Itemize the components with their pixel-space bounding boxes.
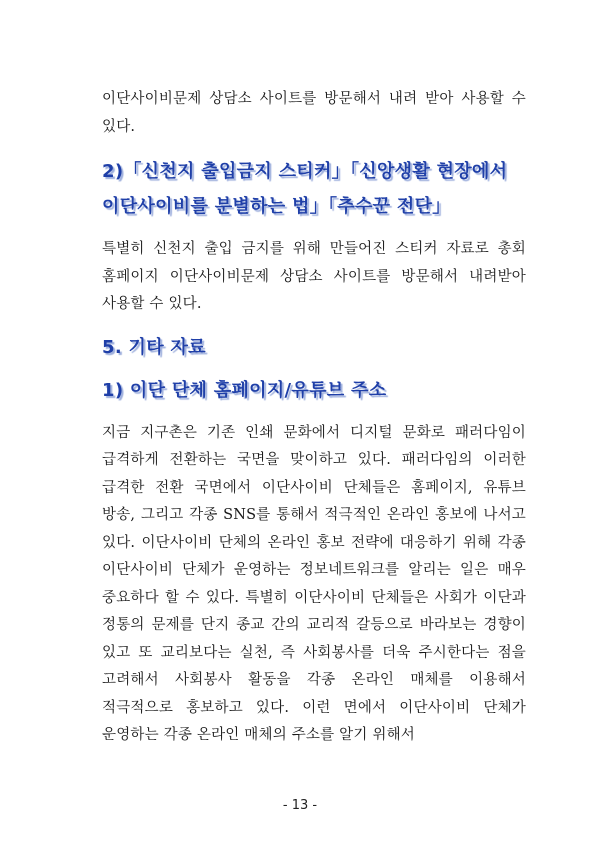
section-1-paragraph: 지금 지구촌은 기존 인쇄 문화에서 디지털 문화로 패러다임이 급격하게 전환하는 국면을 맞이하고 있다. 패러다임의 이러한 급격한 전환 국면에서 이단사이비 단체들은 홈페이지, 유튜브 방송, 그리고 각종 SNS를 통해서 적극적인 온라인 홍보에 나서고 있다. 이단사이비 단체의 온라인 홍보 전략에 대응하기 위해 각종 이단사이비 단체가 운영하는 정보네트워크를 알리는 일은 매우 중요하다 할 수 있다. 특별히 이단사이비 단체들은 사회가 이단과 정통의 문제를 단지 종교 간의 교리적 갈등으로 바라보는 경향이 있고 또 교리보다는 실천, 즉 사회봉사를 더욱 주시한다는 점을 고려해서 사회봉사 활동을 각종 온라인 매체를 이용해서 적극적으로 홍보하고 있다. 이런 면에서 이단사이비 단체가 운영하는 각종 온라인 매체의 주소를 알기 위해서 [102, 424, 526, 743]
section-1-heading: 1) 이단 단체 홈페이지/유튜브 주소 [102, 379, 387, 401]
section-2-heading: 2)「신천지 출입금지 스티커」「신앙생활 현장에서 이단사이비를 분별하는 법」「추수꾼 전단」 [102, 161, 508, 217]
section-2-paragraph: 특별히 신천지 출입 금지를 위해 만들어진 스티커 자료로 총회 홈페이지 이단사이비문제 상담소 사이트를 방문해서 내려받아 사용할 수 있다. [102, 241, 526, 312]
intro-paragraph: 이단사이비문제 상담소 사이트를 방문해서 내려 받아 사용할 수 있다. [102, 91, 526, 135]
page-number: - 13 - [282, 798, 318, 813]
page-body [102, 86, 526, 750]
chapter-5-heading: 5. 기타 자료 [102, 336, 206, 358]
